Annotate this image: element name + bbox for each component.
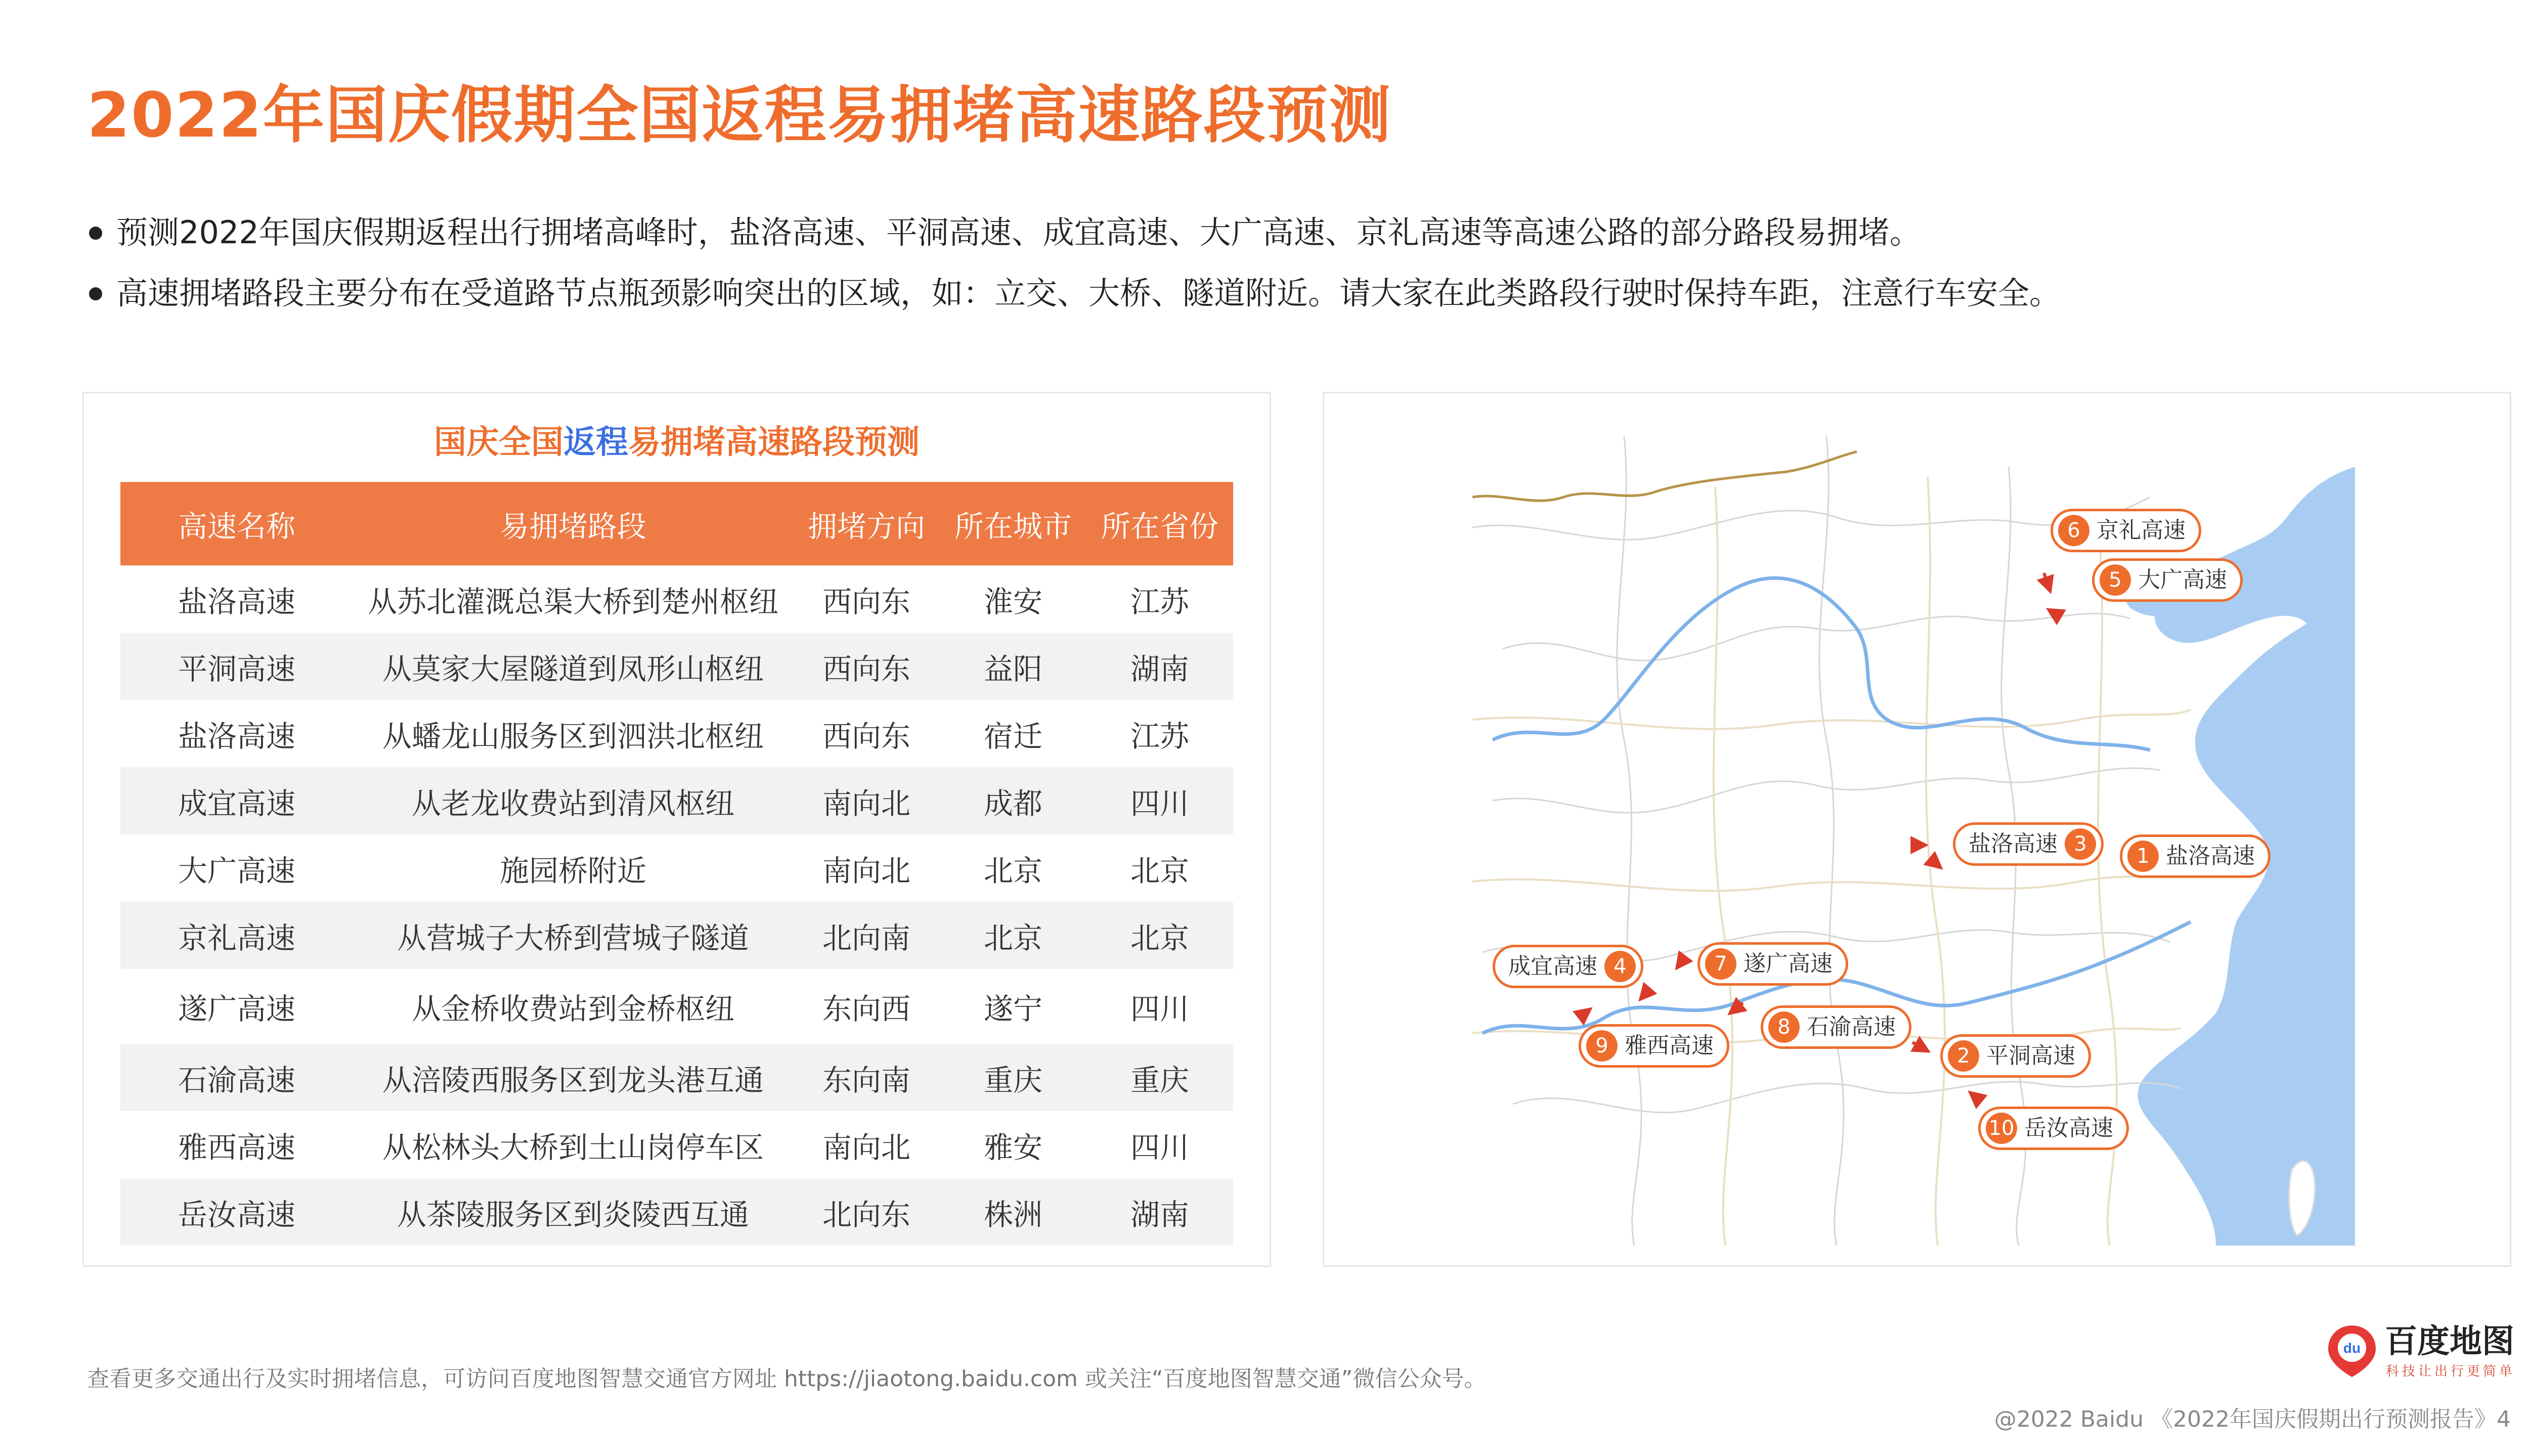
marker-number: 3 xyxy=(2065,828,2096,860)
bullet-item: 预测2022年国庆假期返程出行拥堵高峰时，盐洛高速、平洞高速、成宜高速、大广高速、京礼高速等高速公路的部分路段易拥堵。 xyxy=(87,202,2061,263)
marker-number: 4 xyxy=(1604,951,1636,982)
cell-direction: 西向东 xyxy=(793,633,940,700)
cell-direction: 东向西 xyxy=(822,992,910,1026)
marker-label: 盐洛高速 xyxy=(1969,831,2058,857)
map-panel xyxy=(1323,392,2511,1267)
great-wall-line xyxy=(1472,452,1857,501)
cell-city: 株洲 xyxy=(940,1178,1086,1246)
table-row xyxy=(120,969,1233,1044)
cell-highway: 大广高速 xyxy=(178,853,295,888)
table-title xyxy=(84,416,1270,463)
marker-label: 大广高速 xyxy=(2138,567,2227,593)
cell-province: 北京 xyxy=(1130,853,1189,888)
marker-label: 石渝高速 xyxy=(1807,1014,1896,1040)
map-label-10[interactable] xyxy=(1978,1107,2129,1150)
marker-number: 2 xyxy=(1948,1040,1979,1072)
cell-direction: 西向东 xyxy=(822,719,910,754)
marker-number: 9 xyxy=(1586,1030,1618,1062)
marker-number: 10 xyxy=(1986,1113,2017,1144)
table-row xyxy=(120,565,1233,633)
map-label-4[interactable] xyxy=(1493,945,1643,988)
cell-section: 从松林头大桥到土山岗停车区 xyxy=(382,1130,764,1165)
map[interactable] xyxy=(1472,436,2355,1246)
congestion-table xyxy=(120,482,1233,1246)
table-title-part1: 国庆全国 xyxy=(434,424,563,461)
map-label-1[interactable] xyxy=(2120,834,2271,878)
map-label-7[interactable] xyxy=(1697,942,1848,986)
cell-highway: 石渝高速 xyxy=(120,1044,353,1111)
cell-direction: 南向北 xyxy=(822,1130,910,1165)
marker-label: 京礼高速 xyxy=(2097,517,2186,543)
map-label-8[interactable] xyxy=(1761,1005,1911,1049)
cell-city: 淮安 xyxy=(983,584,1042,619)
table-panel xyxy=(82,392,1271,1267)
baidu-map-logo xyxy=(2324,1322,2516,1383)
cell-city: 宿迁 xyxy=(983,719,1042,754)
cell-direction: 南向北 xyxy=(793,767,940,834)
cell-section: 从金桥收费站到金桥枢纽 xyxy=(411,992,734,1026)
marker-label: 雅西高速 xyxy=(1625,1033,1714,1058)
logo-pin-text: du xyxy=(2343,1340,2361,1356)
cell-province: 四川 xyxy=(1086,767,1233,834)
cell-section: 从营城子大桥到营城子隧道 xyxy=(353,902,793,969)
table-row xyxy=(120,1044,1233,1111)
cell-direction: 北向南 xyxy=(793,902,940,969)
marker-label: 盐洛高速 xyxy=(2166,843,2255,869)
map-label-3[interactable] xyxy=(1953,822,2104,866)
marker-label: 成宜高速 xyxy=(1508,953,1597,979)
marker-number: 7 xyxy=(1705,948,1736,980)
cell-city: 重庆 xyxy=(940,1044,1086,1111)
cell-section: 从老龙收费站到清风枢纽 xyxy=(353,767,793,834)
cell-direction: 南向北 xyxy=(822,853,910,888)
header-city: 所在城市 xyxy=(940,482,1086,565)
cell-highway: 岳汝高速 xyxy=(120,1178,353,1246)
cell-highway: 成宜高速 xyxy=(120,767,353,834)
cell-province: 湖南 xyxy=(1086,633,1233,700)
marker-number: 8 xyxy=(1768,1011,1800,1043)
cell-direction: 北向东 xyxy=(793,1178,940,1246)
cell-highway: 平洞高速 xyxy=(120,633,353,700)
map-label-2[interactable] xyxy=(1940,1034,2091,1078)
cell-highway: 雅西高速 xyxy=(178,1130,295,1165)
footer-note: 查看更多交通出行及实时拥堵信息，可访问百度地图智慧交通官方网址 https://jiaotong.baidu.com 或关注“百度地图智慧交通”微信公众号。 xyxy=(87,1366,1487,1392)
table-row xyxy=(120,834,1233,902)
table-title-part2: 易拥堵高速路段预测 xyxy=(628,424,920,461)
cell-province: 湖南 xyxy=(1086,1178,1233,1246)
baidu-map-pin-icon xyxy=(2324,1322,2380,1378)
cell-highway: 盐洛高速 xyxy=(178,719,295,754)
cell-highway: 遂广高速 xyxy=(178,992,295,1026)
cell-direction: 西向东 xyxy=(822,584,910,619)
header-section: 易拥堵路段 xyxy=(353,482,793,565)
cell-section: 从蟠龙山服务区到泗洪北枢纽 xyxy=(382,719,764,754)
marker-label: 岳汝高速 xyxy=(2024,1115,2113,1141)
table-row xyxy=(120,767,1233,834)
cell-section: 从茶陵服务区到炎陵西互通 xyxy=(353,1178,793,1246)
cell-province: 北京 xyxy=(1086,902,1233,969)
header-province: 所在省份 xyxy=(1086,482,1233,565)
logo-text: 百度地图 xyxy=(2385,1323,2514,1360)
cell-province: 四川 xyxy=(1130,992,1189,1026)
cell-section: 从苏北灌溉总渠大桥到楚州枢纽 xyxy=(367,584,778,619)
map-label-5[interactable] xyxy=(2092,558,2243,602)
cell-city: 北京 xyxy=(940,902,1086,969)
marker-label: 遂广高速 xyxy=(1743,951,1833,977)
cell-highway: 盐洛高速 xyxy=(178,584,295,619)
cell-section: 从涪陵西服务区到龙头港互通 xyxy=(353,1044,793,1111)
marker-number: 5 xyxy=(2100,564,2131,596)
cell-city: 北京 xyxy=(983,853,1042,888)
header-highway: 高速名称 xyxy=(120,482,353,565)
header-direction: 拥堵方向 xyxy=(793,482,940,565)
table-row xyxy=(120,1178,1233,1246)
cell-section: 施园桥附近 xyxy=(499,853,646,888)
cell-province: 重庆 xyxy=(1086,1044,1233,1111)
table-row xyxy=(120,1111,1233,1178)
marker-number: 1 xyxy=(2127,841,2159,872)
cell-city: 成都 xyxy=(940,767,1086,834)
cell-city: 益阳 xyxy=(940,633,1086,700)
copyright: @2022 Baidu 《2022年国庆假期出行预测报告》4 xyxy=(1994,1406,2511,1432)
table-title-highlight: 返程 xyxy=(563,424,628,461)
table-row xyxy=(120,700,1233,767)
cell-city: 遂宁 xyxy=(983,992,1042,1026)
summary-bullets xyxy=(87,202,2061,324)
cell-city: 雅安 xyxy=(983,1130,1042,1165)
cell-province: 四川 xyxy=(1130,1130,1189,1165)
logo-slogan: 科技让出行更简单 xyxy=(2386,1364,2516,1379)
cell-direction: 东向南 xyxy=(793,1044,940,1111)
map-label-9[interactable] xyxy=(1579,1024,1729,1068)
table-header-row xyxy=(120,482,1233,565)
cell-section: 从莫家大屋隧道到凤形山枢纽 xyxy=(353,633,793,700)
marker-label: 平洞高速 xyxy=(1986,1043,2075,1069)
map-label-6[interactable] xyxy=(2051,509,2201,552)
page-title: 2022年国庆假期全国返程易拥堵高速路段预测 xyxy=(87,79,1392,151)
cell-highway: 京礼高速 xyxy=(120,902,353,969)
bullet-item: 高速拥堵路段主要分布在受道路节点瓶颈影响突出的区域，如：立交、大桥、隧道附近。请大家在此类路段行驶时保持车距，注意行车安全。 xyxy=(87,263,2061,324)
table-row xyxy=(120,633,1233,700)
table-row xyxy=(120,902,1233,969)
cell-province: 江苏 xyxy=(1130,719,1189,754)
marker-number: 6 xyxy=(2058,515,2089,546)
cell-province: 江苏 xyxy=(1130,584,1189,619)
